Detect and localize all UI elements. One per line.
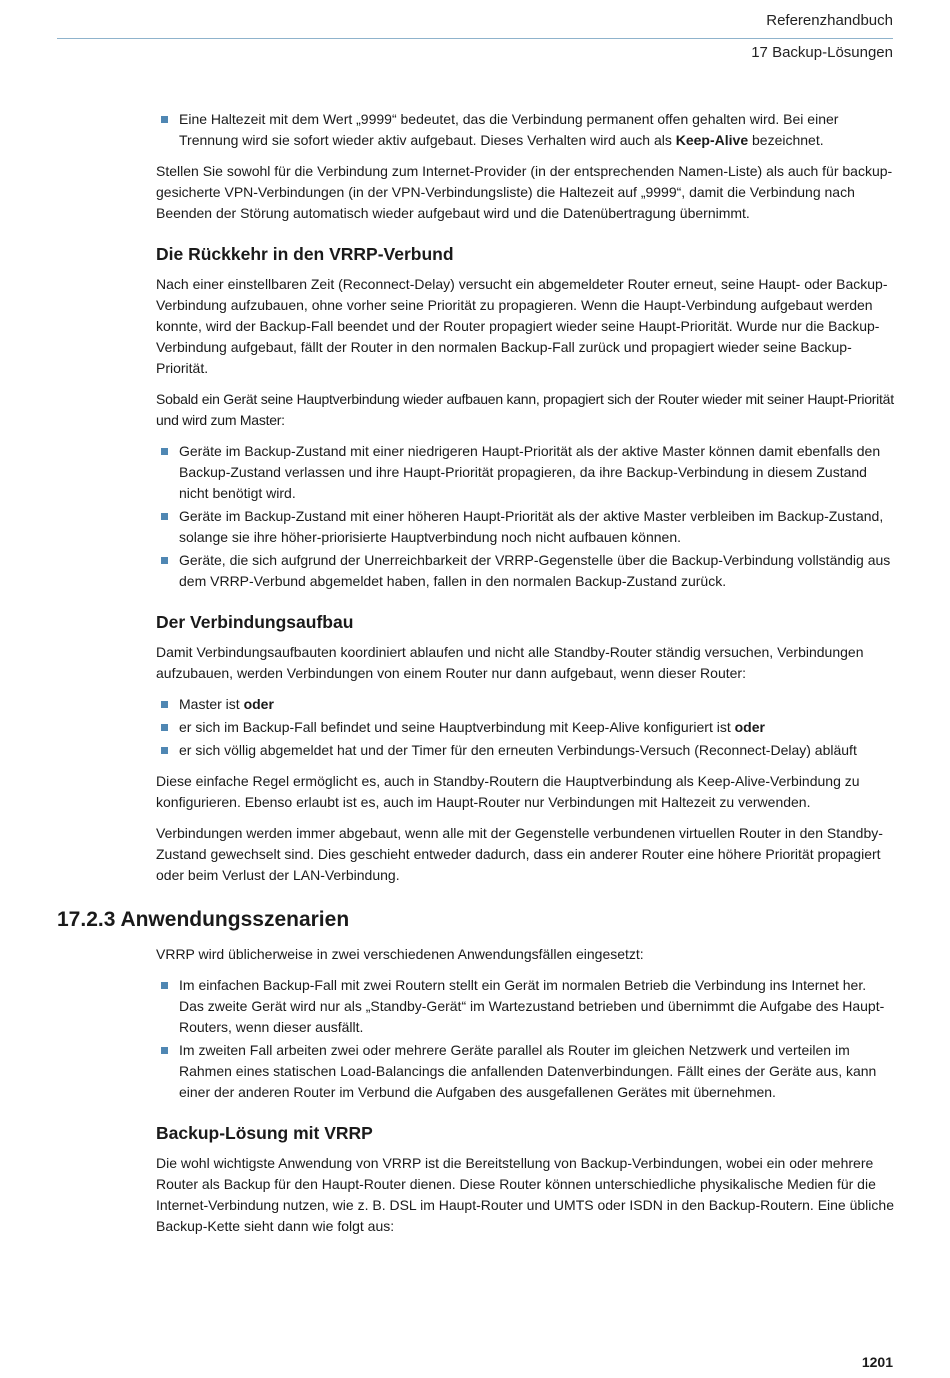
paragraph: Die wohl wichtigste Anwendung von VRRP ist die Bereitstellung von Backup-Verbindungen, wobei ein oder mehrere Router als Backup für den Haupt-Router dienen. Diese Router können unterschiedliche physikalische Medien für die Internet-Verbindung nutzen, wie z. B. DSL im Haupt-Router und UMTS oder ISDN in den Backup-Routern. Eine übliche Backup-Kette sieht dann wie folgt aus:	[156, 1155, 894, 1234]
list-item: Master ist oder	[156, 694, 894, 715]
paragraph: Verbindungen werden immer abgebaut, wenn alle mit der Gegenstelle verbundenen virtuellen Router in den Standby-Zustand gewechselt sind. Dies geschieht entweder dadurch, dass ein anderer Router eine höhere Priorität propagiert oder beim Verlust der LAN-Verbindung.	[156, 825, 883, 883]
list-item: Im zweiten Fall arbeiten zwei oder mehrere Geräte parallel als Router im gleichen Netzwerk und verteilen im Rahmen eines statischen Load-Balancings die anfallenden Datenverbindungen. Fällt eines der Geräte aus, kann einer der anderen Router im Verbund die Aufgaben des ausgefallenen Gerätes mit übernehmen.	[156, 1040, 894, 1103]
list-item: er sich im Backup-Fall befindet und seine Hauptverbindung mit Keep-Alive konfiguriert ist oder	[156, 717, 894, 738]
paragraph: Sobald ein Gerät seine Hauptverbindung wieder aufbauen kann, propagiert sich der Router wieder mit seiner Haupt-Priorität und wird zum Master:	[156, 391, 894, 428]
section-heading-rueckkehr: Die Rückkehr in den VRRP-Verbund	[156, 244, 454, 264]
book-title: Referenzhandbuch	[766, 12, 893, 29]
list-item: Eine Haltezeit mit dem Wert „9999“ bedeutet, das die Verbindung permanent offen gehalten wird. Bei einer Trennung wird sie sofort wieder aktiv aufgebaut. Dieses Verhalten wird auch als Keep-Alive bezeichnet.	[156, 109, 894, 151]
list-item: Geräte, die sich aufgrund der Unerreichbarkeit der VRRP-Gegenstelle über die Backup-Verbindung vollständig aus dem VRRP-Verbund abgemeldet haben, fallen in den normalen Backup-Zustand zurück.	[156, 550, 894, 592]
list-item: Geräte im Backup-Zustand mit einer höheren Haupt-Priorität als der aktive Master verbleiben im Backup-Zustand, solange sie ihre höher-priorisierte Hauptverbindung noch nicht aufbauen können.	[156, 506, 894, 548]
bullet-list-conditions	[156, 694, 894, 761]
paragraph: Nach einer einstellbaren Zeit (Reconnect-Delay) versucht ein abgemeldeter Router erneut, seine Haupt- oder Backup-Verbindung aufzubauen, ohne vorher seine Priorität zu propagieren. Wenn die Haupt-Verbindung aufgebaut werden konnte, wird der Backup-Fall beendet und der Router propagiert wieder seine Haupt-Priorität. Wurde nur die Backup-Verbindung aufgebaut, fällt der Router in den normalen Backup-Fall zurück und propagiert wieder seine Backup-Priorität.	[156, 276, 888, 376]
list-item: Im einfachen Backup-Fall mit zwei Routern stellt ein Gerät im normalen Betrieb die Verbindung ins Internet her. Das zweite Gerät wird nur als „Standby-Gerät“ im Wartezustand betrieben und übernimmt die Aufgabe des Haupt-Routers, wenn dieser ausfällt.	[156, 975, 894, 1038]
paragraph: VRRP wird üblicherweise in zwei verschiedenen Anwendungsfällen eingesetzt:	[156, 946, 644, 962]
list-item: Geräte im Backup-Zustand mit einer niedrigeren Haupt-Priorität als der aktive Master können damit ebenfalls den Backup-Zustand verlassen und ihre Haupt-Priorität propagieren, da ihre Backup-Verbindung in diesem Zustand nicht benötigt wird.	[156, 441, 894, 504]
section-heading-backup-loesung: Backup-Lösung mit VRRP	[156, 1123, 373, 1143]
section-heading-verbindungsaufbau: Der Verbindungsaufbau	[156, 612, 354, 632]
list-item: er sich völlig abgemeldet hat und der Timer für den erneuten Verbindungs-Versuch (Reconnect-Delay) abläuft	[156, 740, 894, 761]
paragraph: Stellen Sie sowohl für die Verbindung zum Internet-Provider (in der entsprechenden Namen-Liste) als auch für backup-gesicherte VPN-Verbindungen (in der VPN-Verbindungsliste) die Haltezeit auf „9999“, damit die Verbindung nach Beenden der Störung automatisch wieder aufgebaut wird und die Datenübertragung übernimmt.	[156, 163, 893, 221]
paragraph: Damit Verbindungsaufbauten koordiniert ablaufen und nicht alle Standby-Router ständig versuchen, Verbindungen aufzubauen, werden Verbindungen von einem Router nur dann aufgebaut, wenn dieser Router:	[156, 644, 864, 681]
chapter-heading-anwendungsszenarien: 17.2.3 Anwendungsszenarien	[57, 908, 350, 931]
page-number: 1201	[861, 1354, 893, 1370]
paragraph: Diese einfache Regel ermöglicht es, auch in Standby-Routern die Hauptverbindung als Keep-Alive-Verbindung zu konfigurieren. Ebenso erlaubt ist es, auch im Haupt-Router nur Verbindungen mit Haltezeit zu verwenden.	[156, 773, 860, 810]
page-content	[57, 109, 894, 1247]
header-divider	[57, 38, 893, 39]
chapter-title: 17 Backup-Lösungen	[751, 44, 893, 61]
bullet-list-keepalive	[156, 109, 894, 151]
term-keep-alive: Keep-Alive	[675, 132, 749, 148]
page-header	[751, 11, 893, 63]
bullet-list-scenarios	[156, 975, 894, 1103]
bullet-list-master-return	[156, 441, 894, 592]
